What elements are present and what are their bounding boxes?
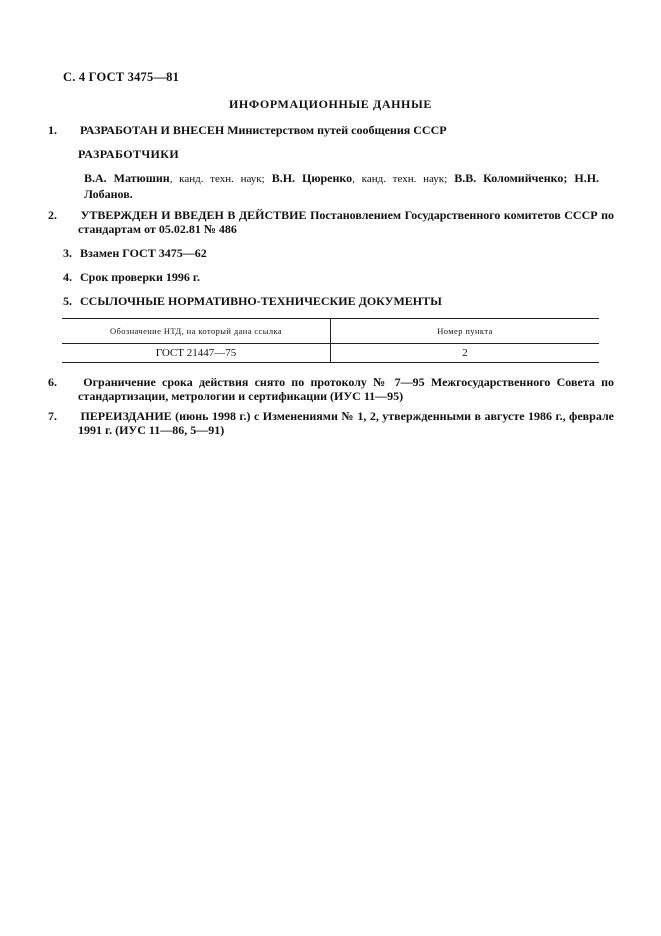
item-2-number: 2. [48,208,57,222]
item-4-text: Срок проверки 1996 г. [80,270,200,284]
developers-list [84,171,599,202]
item-4-number: 4. [63,270,72,284]
item-7-text: ПЕРЕИЗДАНИЕ (июнь 1998 г.) с Изменениями № 1, 2, утвержденными в августе 1986 г., феврале 1991 г. (ИУС 11—86, 5—91) [78,409,614,437]
item-6-number: 6. [48,375,57,389]
item-1 [48,123,614,137]
item-6-text: Ограничение срока действия снято по протоколу № 7—95 Межгосударственного Совета по стандартизации, метрологии и сертификации (ИУС 11—95) [78,375,614,403]
item-3-number: 3. [63,246,72,260]
item-3 [63,246,599,260]
item-2-lead: УТВЕРЖДЕН И ВВЕДЕН В ДЕЙСТВИЕ [80,208,307,222]
developer-degree: , канд. техн. наук; [352,173,448,185]
item-1-rest: Министерством путей сообщения СССР [227,123,447,137]
item-3-text: Взамен ГОСТ 3475—62 [80,246,207,260]
developer-name: В.А. Матюшин [84,171,170,185]
developers-heading: РАЗРАБОТЧИКИ [78,147,180,161]
item-4 [63,270,599,284]
item-7 [48,409,614,437]
item-5-number: 5. [63,294,72,308]
column-header-clause: Номер пункта [437,326,493,336]
item-7-number: 7. [48,409,57,423]
item-1-lead: РАЗРАБОТАН И ВНЕСЕН [80,123,225,137]
reference-table [62,318,599,363]
item-1-number: 1. [48,123,57,137]
developer-name: В.В. Коломийченко; Н.Н. Лобанов. [84,171,600,201]
table-cell-document: ГОСТ 21447—75 [62,344,331,363]
section-title: ИНФОРМАЦИОННЫЕ ДАННЫЕ [229,97,432,111]
table-row [62,344,599,363]
page-header: С. 4 ГОСТ 3475—81 [63,70,180,84]
item-5-text: ССЫЛОЧНЫЕ НОРМАТИВНО-ТЕХНИЧЕСКИЕ ДОКУМЕНТЫ [80,294,442,308]
column-header-document: Обозначение НТД, на который дана ссылка [62,319,331,344]
table-header-row [62,319,599,344]
developer-degree: , канд. техн. наук; [169,173,265,185]
item-2 [48,208,615,236]
table-cell-clause: 2 [462,347,468,359]
developer-name: В.Н. Цюренко [271,171,353,185]
item-5 [63,294,599,308]
item-2-rest: Постановлением Государственного комитетов СССР по стандартам от 05.02.81 № 486 [78,208,615,236]
item-6 [48,375,614,403]
